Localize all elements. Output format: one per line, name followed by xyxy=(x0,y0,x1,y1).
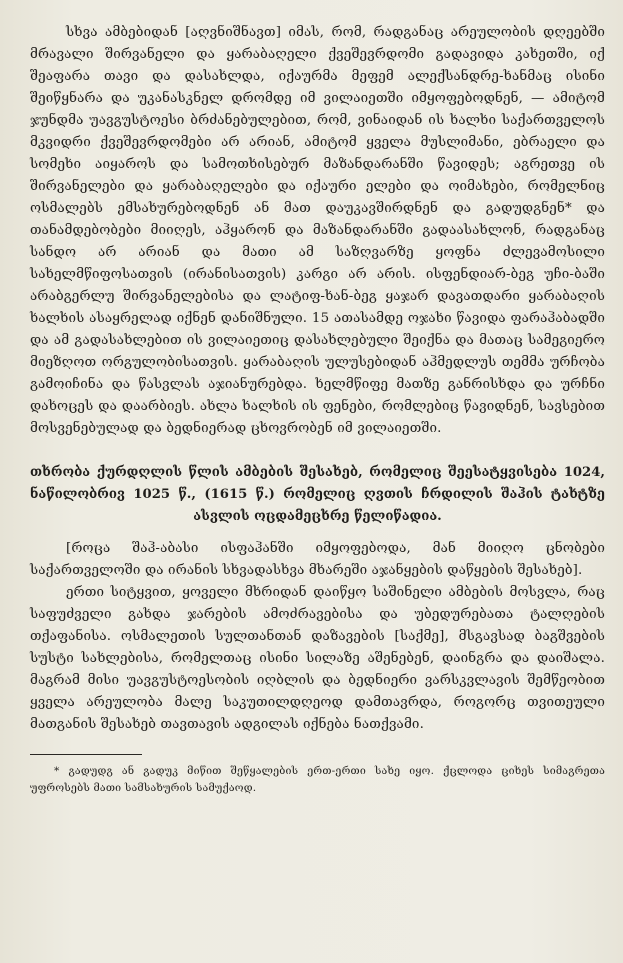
chapter-body-paragraph: ერთი სიტყვით, ყოველი მხრიდან დაიწყო საშინელი ამბების მოსვლა, რაც საფუძველი გახდა ჯარების ამოძრავებისა და უბედურებათა ტალღების თქაფანისა. ოსმალეთის სულთანთან დაზავების [საქმე], მსგავსად ბაგშვების სუსტი სახლებისა, რომელთაც ისინი სილაზე აშენებენ, დაინგრა და დაიშალა. მაგრამ მისი უავგუსტოესობის იღბლის და ბედნიერი ვარსკვლავის შემწეობით ყველა არეულობა მალე საკუთილდღეოდ დამთავრდა, როგორც თვითეული მათგანის შესახებ თავთავის ადგილას იქნება ნათქვამი. xyxy=(30,585,605,732)
chapter-intro-paragraph: [როცა შაჰ-აბასი ისფაჰანში იმყოფებოდა, მან მიიღო ცნობები საქართველოში და ირანის სხვადასხვა მხარეში აჯანყების დაწყების შესახებ]. xyxy=(30,541,605,578)
footnote-divider xyxy=(30,754,142,755)
chapter-heading: თხრობა ქურდღლის წლის ამბების შესახებ, რომელიც შეესატყვისება 1024, ნაწილობრივ 1025 წ., (1615 წ.) რომელიც ღვთის ჩრდილის შაჰის ტახტზე ასვლის ოცდამეცხრე წელიწადია. xyxy=(30,465,605,524)
body-paragraph: სხვა ამბებიდან [აღვნიშნავთ] იმას, რომ, რადგანაც არეულობის დღეებში მრავალი შირვანელი და ყარაბაღელი ქვეშევრდომი გადავიდა კახეთში, იქ შეაფარა თავი და დასახლდა, იქაურმა მეფემ ალექსანდრე-ხანმაც ისინი შეიწყნარა და უკანასკნელ დრომდე იმ ვილაიეთში იმყოფებოდნენ, — ამიტომ ჯუნდმა უავგუსტოესი ბრძანებულებით, რომ, ვინაიდან ის ხალხი საქართველოს მკვიდრი ქვეშევრდომები არ არიან, ამიტომ ყველა მუსლიმანი, ებრაელი და სომეხი აიყაროს და სამოთხისებურ მაზანდარანში წავიდეს; აგრეთვე ის შირვანელები და ყარაბაღელები და იქაური ელები და ოიმახები, რომელნიც ოსმალებს ემსახურებოდნენ ან მათ დაუკავშირდნენ და გადუდგნენ* და თანამდებობები მიიღეს, აჰყარონ და მაზანდარანში გადაასახლონ, რადგანაც სანდო არ არიან და მათი ამ საზღვარზე ყოფნა ძლევამოსილი სახელმწიფოსათვის (ირანისათვის) კარგი არ არის. ისფენდიარ-ბეგ უჩი-ბაში არაბგერლუ შირვანელებისა და ლატიფ-ხან-ბეგ ყაჯარ დავათდარი ყარაბაღის ხალხის ასაყრელად იქნენ დანიშნული. 15 ათასამდე ოჯახი წავიდა ფარაჰაბადში და ამ გადასახლებით ის ვილაიეთიც დასახლებული შეიქნა და მათაც სამეგიერო მიეზღოთ ორგულობისათვის. ყარაბაღის ულუსებიდან აჰმედლუს თემმა ურჩობა გამოიჩინა და წასვლას აჯიანურებდა. ხელმწიფე მათზე განრისხდა და ურჩნი დახოცეს და დაარბიეს. ახლა ხალხის ის ფენები, რომლებიც წავიდნენ, სავსებით მოსვენებულად და ბედნიერად ცხოვრობენ იმ ვილაიეთში. xyxy=(30,25,605,436)
footnote: * გადუდგ ან გადუკ მიწით შეწყალების ერთ-ერთი სახე იყო. ქცლოდა ციხეს სიმაგრეთა უფროსებს მათი სამსახურის სამუქაოდ. xyxy=(30,765,605,794)
